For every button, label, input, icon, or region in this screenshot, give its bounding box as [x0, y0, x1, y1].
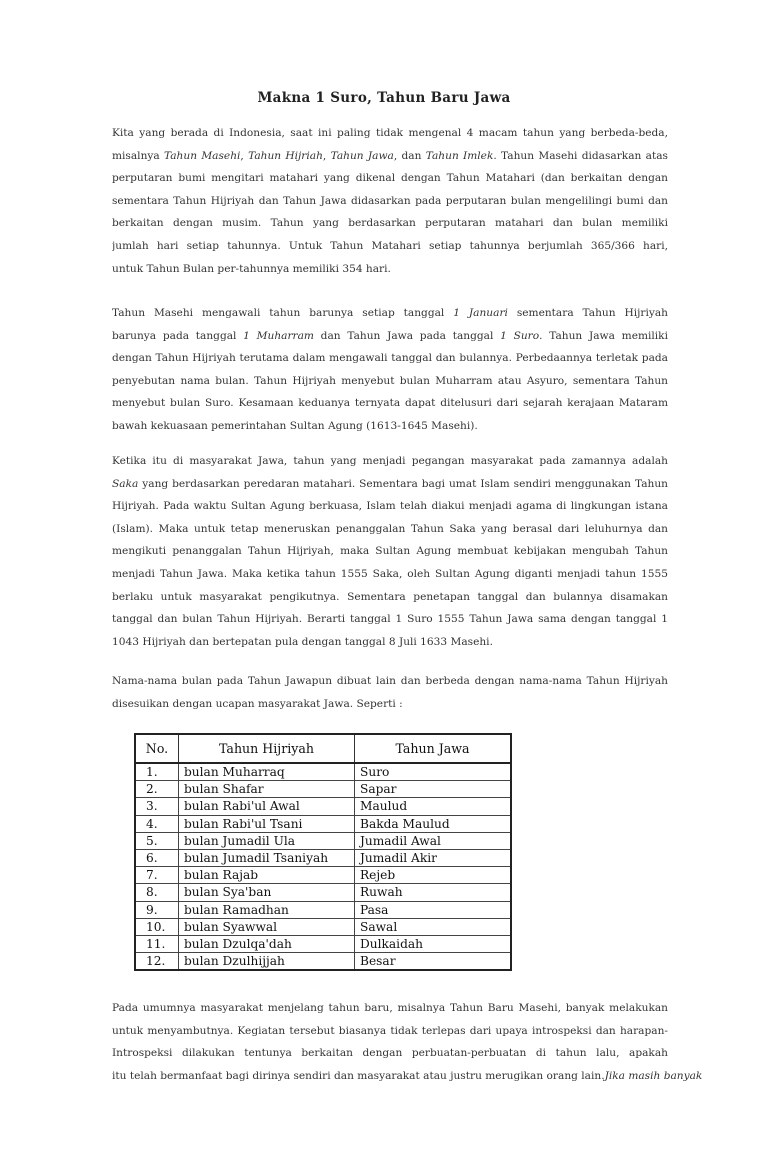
text-line [112, 325, 668, 348]
text-segment: Ketika itu di masyarakat Jawa, tahun yang menjadi pegangan masyarakat pada zamannya adalah [112, 455, 668, 467]
month-number-cell: 5. [135, 832, 179, 849]
column-header-jawa: Tahun Jawa [355, 734, 512, 763]
table-row [135, 850, 511, 867]
text-segment: Tahun Masehi mengawali tahun barunya setiap tanggal [112, 307, 454, 319]
jawa-month-cell: Rejeb [355, 867, 512, 884]
month-number-cell: 12. [135, 953, 179, 971]
text-line: sementara Tahun Hijriyah dan Tahun Jawa didasarkan pada perputaran bulan mengelilingi bumi dan [112, 194, 668, 207]
month-number-cell: 2. [135, 781, 179, 798]
text-segment: itu telah bermanfaat bagi dirinya sendiri dan masyarakat atau justru merugikan orang lain. [112, 1069, 605, 1082]
text-segment: Tahun Imlek [425, 149, 494, 162]
hijriyah-month-cell: bulan Dzulhijjah [179, 953, 355, 971]
month-number-cell: 4. [135, 815, 179, 832]
text-line: menyebut bulan Suro. Kesamaan keduanya ternyata dapat ditelusuri dari sejarah kerajaan Mataram [112, 397, 668, 410]
text-line [112, 302, 668, 325]
table-row [135, 918, 511, 935]
hijriyah-month-cell: bulan Shafar [179, 781, 355, 798]
hijriyah-month-cell: bulan Rabi'ul Tsani [179, 815, 355, 832]
hijriyah-month-cell: bulan Jumadil Tsaniyah [179, 850, 355, 867]
text-line: berlaku untuk masyarakat pengikutnya. Sementara penetapan tanggal dan bulannya disamakan [112, 590, 668, 603]
text-line: tanggal dan bulan Tahun Hijriyah. Berarti tanggal 1 Suro 1555 Tahun Jawa sama dengan tanggal 1 [112, 613, 668, 626]
text-line: berkaitan dengan musim. Tahun yang berdasarkan perputaran matahari dan bulan memiliki [112, 217, 668, 230]
table-row [135, 953, 511, 971]
month-number-cell: 8. [135, 884, 179, 901]
jawa-month-cell: Ruwah [355, 884, 512, 901]
text-line: (Islam). Maka untuk tetap meneruskan penanggalan Tahun Saka yang berasal dari leluhurnya dan [112, 522, 668, 535]
table-row [135, 798, 511, 815]
jawa-month-cell: Pasa [355, 901, 512, 918]
text-line [112, 145, 668, 168]
text-segment: 1 Suro [500, 329, 540, 342]
text-segment: Jika masih banyak [604, 1069, 703, 1082]
hijriyah-month-cell: bulan Sya'ban [179, 884, 355, 901]
month-number-cell: 3. [135, 798, 179, 815]
table-row [135, 901, 511, 918]
column-header-number: No. [135, 734, 179, 763]
hijriyah-month-cell: bulan Syawwal [179, 918, 355, 935]
text-line: Hijriyah. Pada waktu Sultan Agung berkuasa, Islam telah diakui menjadi agama di lingkungan istana [112, 500, 668, 513]
text-line: jumlah hari setiap tahunnya. Untuk Tahun Matahari setiap tahunnya berjumlah 365/366 hari, [112, 239, 668, 252]
hijriyah-month-cell: bulan Rabi'ul Awal [179, 798, 355, 815]
table-row [135, 781, 511, 798]
text-segment: , [240, 149, 249, 162]
hijriyah-month-cell: bulan Muharraq [179, 763, 355, 781]
text-line: penyebutan nama bulan. Tahun Hijriyah menyebut bulan Muharram atau Asyuro, sementara Tahun [112, 374, 668, 387]
column-header-hijriyah: Tahun Hijriyah [179, 734, 355, 763]
paragraph-new-year-dates [112, 302, 668, 438]
text-segment: sementara Tahun Hijriyah [516, 307, 668, 319]
paragraph-calendar-types [112, 122, 668, 280]
text-segment: barunya pada tanggal [112, 329, 244, 342]
month-names-table [134, 733, 512, 971]
jawa-month-cell: Bakda Maulud [355, 815, 512, 832]
table-row [135, 867, 511, 884]
month-names-table-image [134, 733, 512, 983]
jawa-month-cell: Maulud [355, 798, 512, 815]
text-line: untuk menyambutnya. Kegiatan tersebut biasanya tidak terlepas dari upaya introspeksi dan harapan- [112, 1024, 668, 1037]
text-segment: Tahun Jawa [330, 149, 394, 162]
month-table-body [135, 763, 511, 970]
text-line: untuk Tahun Bulan per-tahunnya memiliki 354 hari. [112, 262, 391, 275]
table-header-row [135, 734, 511, 763]
jawa-month-cell: Sapar [355, 781, 512, 798]
month-number-cell: 10. [135, 918, 179, 935]
month-number-cell: 6. [135, 850, 179, 867]
text-segment: dan Tahun Jawa pada tanggal [313, 329, 501, 342]
text-line: disesuikan dengan ucapan masyarakat Jawa. Seperti : [112, 697, 403, 710]
text-segment: yang berdasarkan peredaran matahari. Sementara bagi umat Islam sendiri menggunakan Tahun [138, 477, 668, 490]
text-segment: Saka [112, 477, 139, 490]
hijriyah-month-cell: bulan Rajab [179, 867, 355, 884]
paragraph-sultan-agung-history [112, 450, 668, 653]
table-row [135, 884, 511, 901]
table-row [135, 815, 511, 832]
jawa-month-cell: Besar [355, 953, 512, 971]
jawa-month-cell: Dulkaidah [355, 936, 512, 953]
text-segment: , [322, 149, 331, 162]
text-segment: misalnya [112, 149, 164, 162]
jawa-month-cell: Jumadil Awal [355, 832, 512, 849]
text-line: 1043 Hijriyah dan bertepatan pula dengan tanggal 8 Juli 1633 Masehi. [112, 635, 493, 648]
table-row [135, 936, 511, 953]
jawa-month-cell: Sawal [355, 918, 512, 935]
text-line: dengan Tahun Hijriyah terutama dalam mengawali tanggal dan bulannya. Perbedaannya terletak pada [112, 352, 668, 365]
hijriyah-month-cell: bulan Dzulqa'dah [179, 936, 355, 953]
page-title: Makna 1 Suro, Tahun Baru Jawa [257, 90, 511, 106]
paragraph-new-year-introspection [112, 997, 703, 1087]
text-line [112, 450, 668, 473]
text-line [112, 473, 668, 496]
text-line: perputaran bumi mengitari matahari yang dikenal dengan Tahun Matahari (dan berkaitan dengan [112, 172, 668, 185]
month-number-cell: 9. [135, 901, 179, 918]
text-line: Kita yang berada di Indonesia, saat ini paling tidak mengenal 4 macam tahun yang berbeda-beda, [112, 127, 668, 139]
text-line [112, 1065, 703, 1088]
text-segment: . Tahun Jawa memiliki [539, 329, 668, 342]
hijriyah-month-cell: bulan Jumadil Ula [179, 832, 355, 849]
text-line: Pada umumnya masyarakat menjelang tahun baru, misalnya Tahun Baru Masehi, banyak melakukan [112, 1002, 668, 1014]
table-row [135, 832, 511, 849]
text-segment: 1 Januari [453, 307, 508, 319]
month-number-cell: 1. [135, 763, 179, 781]
text-line: mengikuti penanggalan Tahun Hijriyah, maka Sultan Agung membuat kebijakan mengubah Tahun [112, 545, 668, 558]
text-segment: Tahun Hijriah [248, 149, 323, 162]
text-segment: Tahun Masehi [164, 149, 241, 162]
text-segment: , dan [393, 149, 426, 162]
text-segment: . Tahun Masehi didasarkan atas [493, 149, 668, 162]
table-row [135, 763, 511, 781]
month-number-cell: 7. [135, 867, 179, 884]
month-number-cell: 11. [135, 936, 179, 953]
text-line: Nama-nama bulan pada Tahun Jawapun dibuat lain dan berbeda dengan nama-nama Tahun Hijriyah [112, 675, 668, 687]
jawa-month-cell: Suro [355, 763, 512, 781]
text-line: bawah kekuasaan pemerintahan Sultan Agung (1613-1645 Masehi). [112, 419, 478, 432]
hijriyah-month-cell: bulan Ramadhan [179, 901, 355, 918]
text-line: menjadi Tahun Jawa. Maka ketika tahun 1555 Saka, oleh Sultan Agung diganti menjadi tahun 1555 [112, 567, 668, 580]
text-line: Introspeksi dilakukan tentunya berkaitan dengan perbuatan-perbuatan di tahun lalu, apakah [112, 1047, 668, 1060]
text-segment: 1 Muharram [243, 329, 314, 342]
paragraph-month-names-intro [112, 670, 668, 715]
jawa-month-cell: Jumadil Akir [355, 850, 512, 867]
